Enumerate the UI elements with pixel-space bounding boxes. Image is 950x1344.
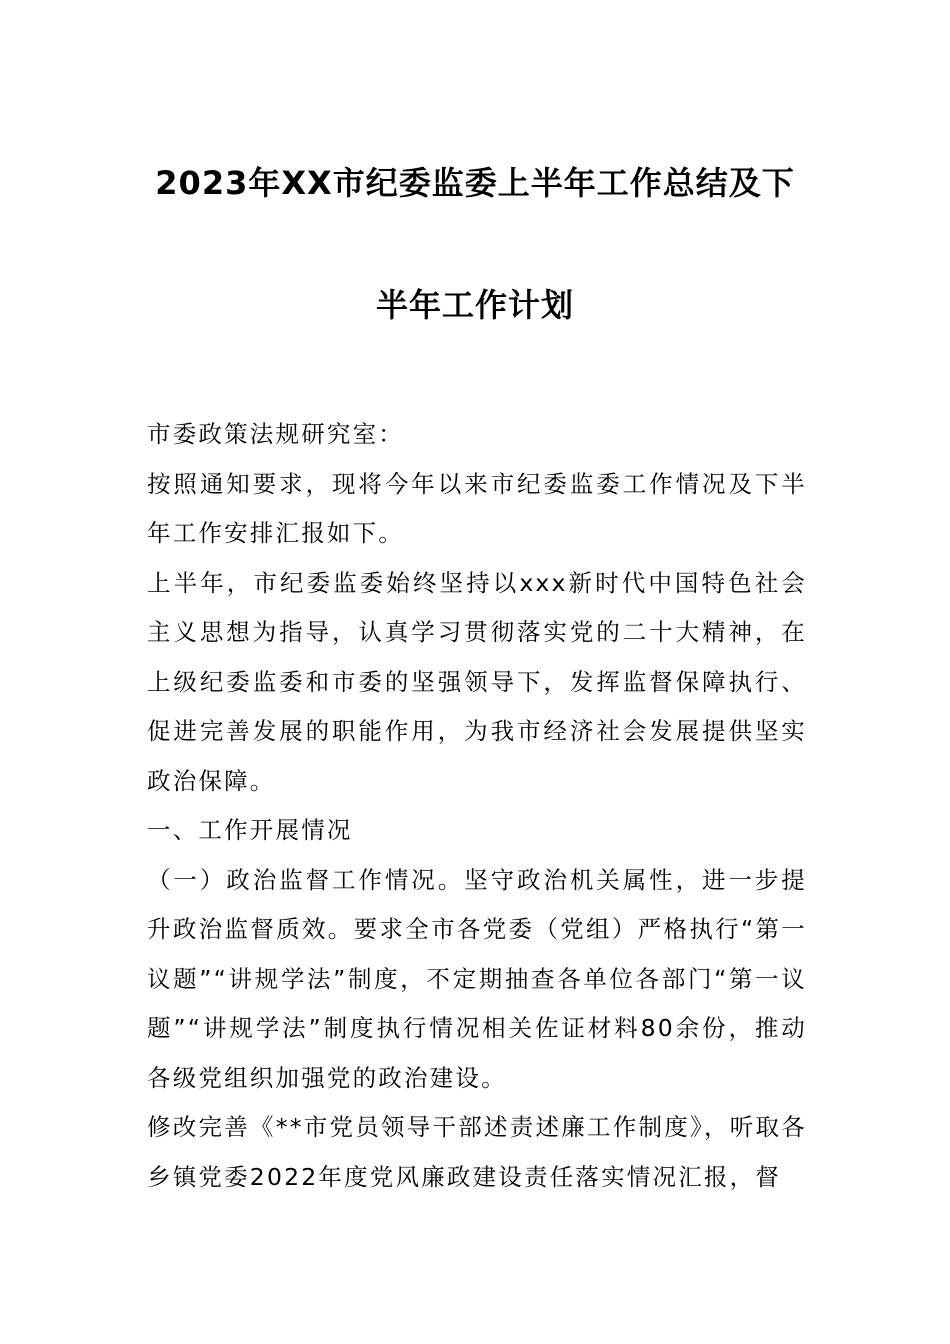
overview-paragraph: 上半年，市纪委监委始终坚持以xxx新时代中国特色社会主义思想为指导，认真学习贯彻落实党的二十大精神，在上级纪委监委和市委的坚强领导下，发挥监督保障执行、促进完善发展的职能作用，为我市经济社会发展提供坚实政治保障。 — [147, 568, 807, 795]
system-revision-paragraph: 修改完善《**市党员领导干部述责述廉工作制度》，听取各乡镇党委2022年度党风廉政建设责任落实情况汇报，督 — [147, 1113, 807, 1191]
document-body — [147, 410, 807, 1202]
document-title-line-2: 半年工作计划 — [375, 286, 574, 324]
political-supervision-paragraph: （一）政治监督工作情况。坚守政治机关属性，进一步提升政治监督质效。要求全市各党委（党组）严格执行“第一议题”“讲规学法”制度，不定期抽查各单位各部门“第一议题”“讲规学法”制度执行情况相关佐证材料80余份，推动各级党组织加强党的政治建设。 — [147, 865, 807, 1092]
document-title-line-1: 2023年XX市纪委监委上半年工作总结及下 — [155, 164, 795, 202]
salutation: 市委政策法规研究室： — [147, 420, 404, 448]
intro-paragraph: 按照通知要求，现将今年以来市纪委监委工作情况及下半年工作安排汇报如下。 — [147, 469, 807, 547]
section-heading: 一、工作开展情况 — [147, 816, 353, 844]
